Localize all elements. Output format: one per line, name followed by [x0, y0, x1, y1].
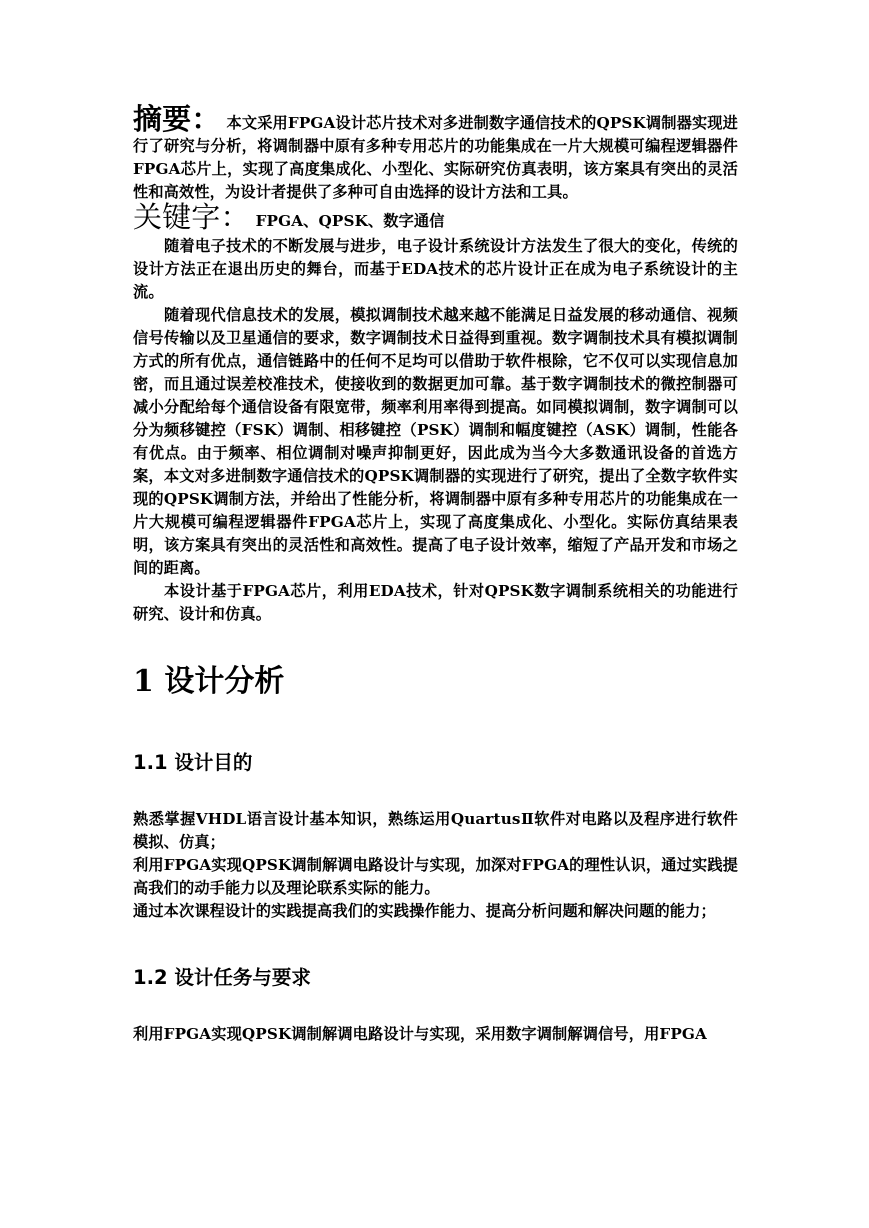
intro-paragraph-2: 随着现代信息技术的发展，模拟调制技术越来越不能满足日益发展的移动通信、视频信号传输以及卫星通信的要求，数字调制技术日益得到重视。数字调制技术具有模拟调制方式的所有优点，通信链路中的任何不足均可以借助于软件根除，它不仅可以实现信息加密，而且通过误差校准技术，使接收到的数据更加可靠。基于数字调制技术的微控制器可减小分配给每个通信设备有限宽带，频率利用率得到提高。如同模拟调制，数字调制可以分为频移键控（FSK）调制、相移键控（PSK）调制和幅度键控（ASK）调制，性能各有优点。由于频率、相位调制对噪声抑制更好，因此成为当今大多数通讯设备的首选方案，本文对多进制数字通信技术的QPSK调制器的实现进行了研究，提出了全数字软件实现的QPSK调制方法，并给出了性能分析，将调制器中原有多种专用芯片的功能集成在一片大规模可编程逻辑器件FPGA芯片上，实现了高度集成化、小型化。实际仿真结果表明，该方案具有突出的灵活性和高效性。提高了电子设计效率，缩短了产品开发和市场之间的距离。	[133, 306, 738, 577]
abstract-label: 摘要：	[133, 102, 221, 136]
section-1-1-heading: 1.1 设计目的	[133, 751, 253, 774]
section-1-heading: 1 设计分析	[133, 664, 285, 699]
goal-line-1: 熟悉掌握VHDL语言设计基本知识，熟练运用QuartusⅡ软件对电路以及程序进行软件模拟、仿真；	[133, 810, 738, 851]
goal-line-2: 利用FPGA实现QPSK调制解调电路设计与实现，加深对FPGA的理性认识，通过实践提高我们的动手能力以及理论联系实际的能力。	[133, 856, 738, 897]
intro-paragraph-1: 随着电子技术的不断发展与进步，电子设计系统设计方法发生了很大的变化，传统的设计方法正在退出历史的舞台，而基于EDA技术的芯片设计正在成为电子系统设计的主流。	[133, 237, 738, 301]
keywords-paragraph	[133, 200, 738, 234]
task-line-1: 利用FPGA实现QPSK调制解调电路设计与实现，采用数字调制解调信号，用FPGA	[133, 1025, 707, 1043]
section-1-2-heading: 1.2 设计任务与要求	[133, 966, 311, 989]
abstract-text: 本文采用FPGA设计芯片技术对多进制数字通信技术的QPSK调制器实现进行了研究与分析，将调制器中原有多种专用芯片的功能集成在一片大规模可编程逻辑器件FPGA芯片上，实现了高度集成化、小型化、实际研究仿真表明，该方案具有突出的灵活性和高效性，为设计者提供了多种可自由选择的设计方法和工具。	[133, 114, 738, 201]
document-body	[133, 102, 738, 1046]
goal-line-3: 通过本次课程设计的实践提高我们的实践操作能力、提高分析问题和解决问题的能力；	[133, 902, 716, 920]
intro-paragraph-3: 本设计基于FPGA芯片，利用EDA技术，针对QPSK数字调制系统相关的功能进行研究、设计和仿真。	[133, 582, 738, 623]
section-1-1-body	[133, 808, 738, 923]
keywords-label: 关键字：	[133, 200, 250, 234]
section-1-2-body	[133, 1023, 738, 1046]
abstract-paragraph	[133, 102, 738, 204]
keywords-text: FPGA、QPSK、数字通信	[255, 212, 445, 230]
